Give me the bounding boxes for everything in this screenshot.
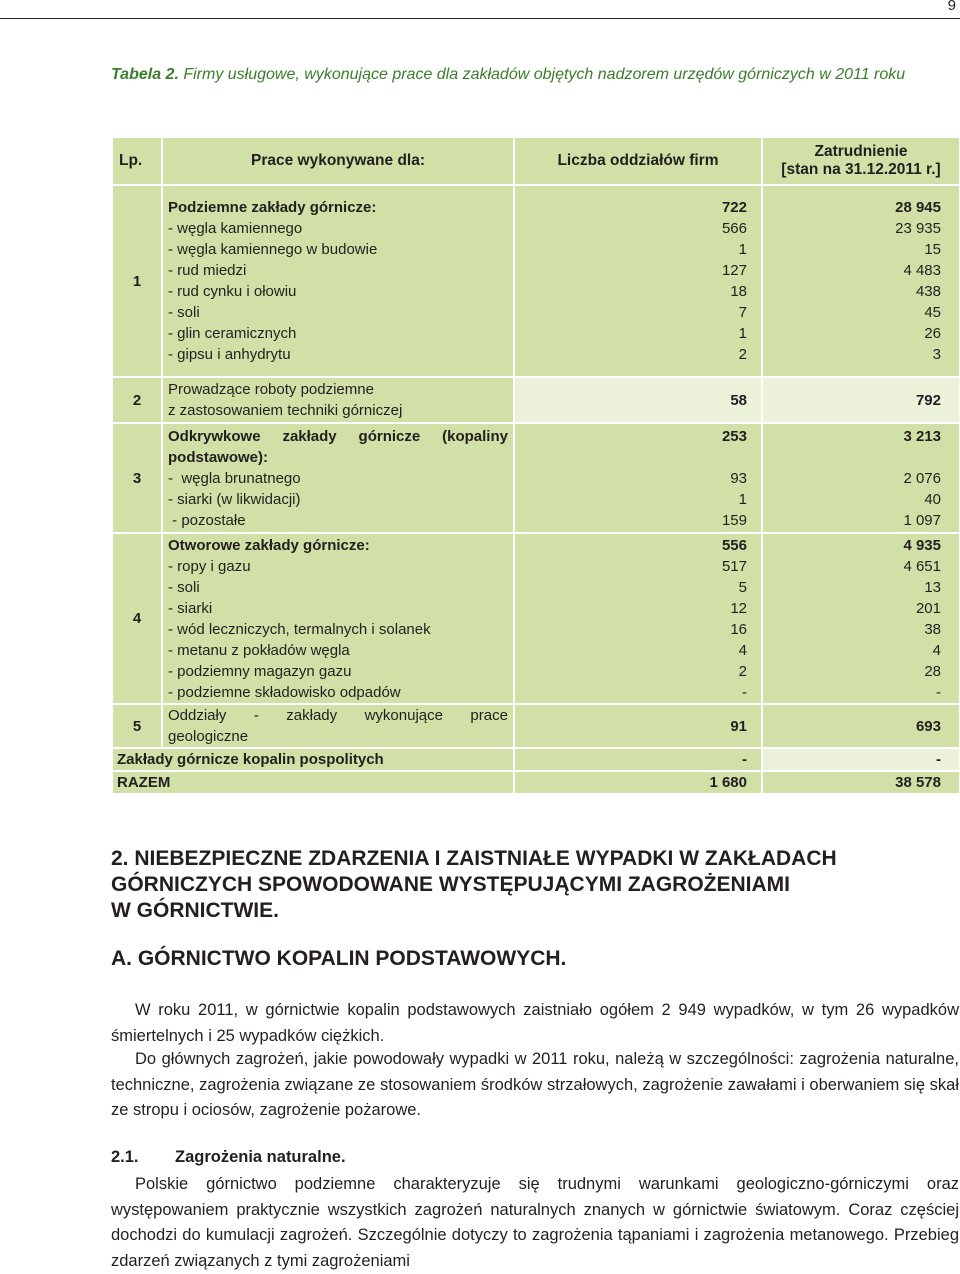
row-count: 2 xyxy=(738,662,747,680)
row-emp: 3 xyxy=(932,346,941,363)
row-emp: 4 935 xyxy=(903,536,941,554)
row-count: 1 xyxy=(738,241,747,258)
row-employment xyxy=(762,185,960,377)
row-spacer xyxy=(520,447,747,468)
row-count: 566 xyxy=(721,220,747,237)
row-item: - siarki xyxy=(168,599,213,617)
footer-row xyxy=(112,771,960,794)
row-lp: 3 xyxy=(112,423,162,533)
header-branches: Liczba oddziałów firm xyxy=(514,137,762,185)
row-title-word: zakłady xyxy=(282,427,337,445)
row-emp: 15 xyxy=(924,241,941,258)
table-header-row xyxy=(112,137,960,185)
row-item: - gipsu i anhydrytu xyxy=(168,346,291,363)
row-emp: 28 xyxy=(924,662,941,680)
row-item: - podziemne składowisko odpadów xyxy=(168,683,401,701)
row-count: 722 xyxy=(721,199,747,216)
header-rule xyxy=(0,18,960,19)
row-emp: 28 945 xyxy=(895,199,941,216)
row-item: - siarki (w likwidacji) xyxy=(168,490,301,508)
row-count: 1 xyxy=(738,490,747,508)
row-word: Oddziały xyxy=(168,707,227,724)
row-word: - xyxy=(253,707,259,724)
row-description xyxy=(162,185,514,377)
row-item: - podziemny magazyn gazu xyxy=(168,662,352,680)
subsection-number: 2.1. xyxy=(111,1148,139,1166)
row-description xyxy=(162,533,514,704)
row-emp: 4 xyxy=(932,641,941,659)
row-item: - wód leczniczych, termalnych i solanek xyxy=(168,620,431,638)
row-emp: 792 xyxy=(762,377,960,423)
section-heading-2 xyxy=(111,846,960,924)
row-emp: 438 xyxy=(915,283,941,300)
row-count: 253 xyxy=(721,427,747,445)
footer-row xyxy=(112,748,960,771)
paragraph: Polskie górnictwo podziemne charakteryzuje się trudnymi warunkami geologiczno-górniczymi oraz występowaniem praktycznie wszystkich zagrożeń naturalnych znanych w górnictwie światowym. Coraz częściej dochodzi do kumulacji zagrożeń. Szczególnie dotyczy to zagrożenia tąpaniami i zagrożenia metanowego. Przebieg zdarzeń związanych z tymi zagrożeniami xyxy=(111,1175,959,1270)
row-description xyxy=(162,377,514,423)
row-title: Podziemne zakłady górnicze: xyxy=(168,199,377,216)
row-count: 18 xyxy=(730,283,747,300)
row-title-word: Odkrywkowe xyxy=(168,427,261,445)
row-item: - rud cynku i ołowiu xyxy=(168,283,297,300)
row-item: - metanu z pokładów węgla xyxy=(168,641,350,659)
table-row xyxy=(112,704,960,748)
section-heading-line: 2. NIEBEZPIECZNE ZDARZENIA I ZAISTNIAŁE WYPADKI W ZAKŁADACH xyxy=(111,847,837,870)
row-count: 91 xyxy=(514,704,762,748)
row-counts xyxy=(514,423,762,533)
row-employment xyxy=(762,423,960,533)
footer-count: - xyxy=(514,748,762,771)
subsection-heading xyxy=(111,1148,346,1167)
row-lp: 1 xyxy=(112,185,162,377)
caption-text: Firmy usługowe, wykonujące prace dla zakładów objętych nadzorem urzędów górniczych w 2011 roku xyxy=(183,66,906,83)
table-row xyxy=(112,185,960,377)
row-item: - soli xyxy=(168,304,200,321)
row-lp: 5 xyxy=(112,704,162,748)
row-count: 5 xyxy=(738,578,747,596)
subsection-title: Zagrożenia naturalne. xyxy=(175,1148,346,1166)
row-count: - xyxy=(742,683,747,701)
header-lp: Lp. xyxy=(112,137,162,185)
caption-label: Tabela 2. xyxy=(111,66,179,83)
footer-label: RAZEM xyxy=(112,771,514,794)
row-emp: 38 xyxy=(924,620,941,638)
row-item: - węgla brunatnego xyxy=(168,469,301,487)
row-title-line2: podstawowe): xyxy=(168,448,268,466)
page-number: 9 xyxy=(947,0,956,14)
row-count: 2 xyxy=(738,346,747,363)
section-heading-line: GÓRNICZYCH SPOWODOWANE WYSTĘPUJĄCYMI ZAGROŻENIAMI xyxy=(111,873,791,896)
row-title xyxy=(168,426,508,447)
header-employment-line1: Zatrudnienie xyxy=(814,143,908,160)
row-count: 159 xyxy=(721,511,747,529)
row-line: z zastosowaniem techniki górniczej xyxy=(168,402,403,419)
paragraph: W roku 2011, w górnictwie kopalin podstawowych zaistniało ogółem 2 949 wypadków, w tym 26 wypadków śmiertelnych i 25 wypadków ciężkich. xyxy=(111,1001,959,1045)
row-title-word: (kopaliny xyxy=(442,427,508,445)
row-item: - ropy i gazu xyxy=(168,557,251,575)
table-caption xyxy=(111,62,960,87)
paragraph: Do głównych zagrożeń, jakie powodowały wypadki w 2011 roku, należą w szczególności: zagrożenia naturalne, techniczne, zagrożenia związane ze stosowaniem środków strzałowych, zagrożenie zawałami i oberwaniem się skał ze stropu i ociosów, zagrożenie pożarowe. xyxy=(111,1050,959,1119)
header-employment-line2: [stan na 31.12.2011 r.] xyxy=(781,161,941,178)
row-item: - węgla kamiennego xyxy=(168,220,303,237)
row-lp: 2 xyxy=(112,377,162,423)
row-counts xyxy=(514,533,762,704)
row-item: - glin ceramicznych xyxy=(168,325,297,342)
row-emp: 693 xyxy=(762,704,960,748)
row-emp: 45 xyxy=(924,304,941,321)
section-heading-a: A. GÓRNICTWO KOPALIN PODSTAWOWYCH. xyxy=(111,947,567,970)
row-count: 4 xyxy=(738,641,747,659)
row-line xyxy=(168,705,508,726)
row-emp: 201 xyxy=(915,599,941,617)
companies-table xyxy=(111,136,960,795)
row-word: zakłady xyxy=(286,707,338,724)
footer-emp: 38 578 xyxy=(762,771,960,794)
row-emp: 4 651 xyxy=(903,557,941,575)
row-emp: 40 xyxy=(924,490,941,508)
row-count: 12 xyxy=(730,599,747,617)
row-emp: 23 935 xyxy=(895,220,941,237)
row-emp: 26 xyxy=(924,325,941,342)
header-employment xyxy=(762,137,960,185)
row-item: - pozostałe xyxy=(168,511,246,529)
row-item: - rud miedzi xyxy=(168,262,247,279)
footer-emp: - xyxy=(762,748,960,771)
table-row xyxy=(112,533,960,704)
row-emp: 13 xyxy=(924,578,941,596)
row-employment xyxy=(762,533,960,704)
row-emp: 2 076 xyxy=(903,469,941,487)
row-word: wykonujące xyxy=(364,707,443,724)
row-word: prace xyxy=(470,707,508,724)
row-line: geologiczne xyxy=(168,728,249,745)
row-count: 7 xyxy=(738,304,747,321)
row-count: 16 xyxy=(730,620,747,638)
footer-count: 1 680 xyxy=(514,771,762,794)
row-emp: 3 213 xyxy=(903,427,941,445)
row-emp: - xyxy=(936,683,941,701)
row-title-word: górnicze xyxy=(358,427,421,445)
row-count: 58 xyxy=(514,377,762,423)
row-description xyxy=(162,704,514,748)
row-item: - węgla kamiennego w budowie xyxy=(168,241,378,258)
row-title: Otworowe zakłady górnicze: xyxy=(168,536,370,554)
row-description xyxy=(162,423,514,533)
row-spacer xyxy=(768,447,941,468)
table-row xyxy=(112,423,960,533)
row-line: Prowadzące roboty podziemne xyxy=(168,381,374,398)
header-work: Prace wykonywane dla: xyxy=(162,137,514,185)
row-counts xyxy=(514,185,762,377)
footer-label: Zakłady górnicze kopalin pospolitych xyxy=(112,748,514,771)
row-item: - soli xyxy=(168,578,200,596)
row-emp: 4 483 xyxy=(903,262,941,279)
row-lp: 4 xyxy=(112,533,162,704)
row-count: 127 xyxy=(721,262,747,279)
row-count: 556 xyxy=(721,536,747,554)
row-count: 93 xyxy=(730,469,747,487)
row-emp: 1 097 xyxy=(903,511,941,529)
table-row xyxy=(112,377,960,423)
section-heading-line: W GÓRNICTWIE. xyxy=(111,899,279,922)
row-count: 517 xyxy=(721,557,747,575)
row-count: 1 xyxy=(738,325,747,342)
